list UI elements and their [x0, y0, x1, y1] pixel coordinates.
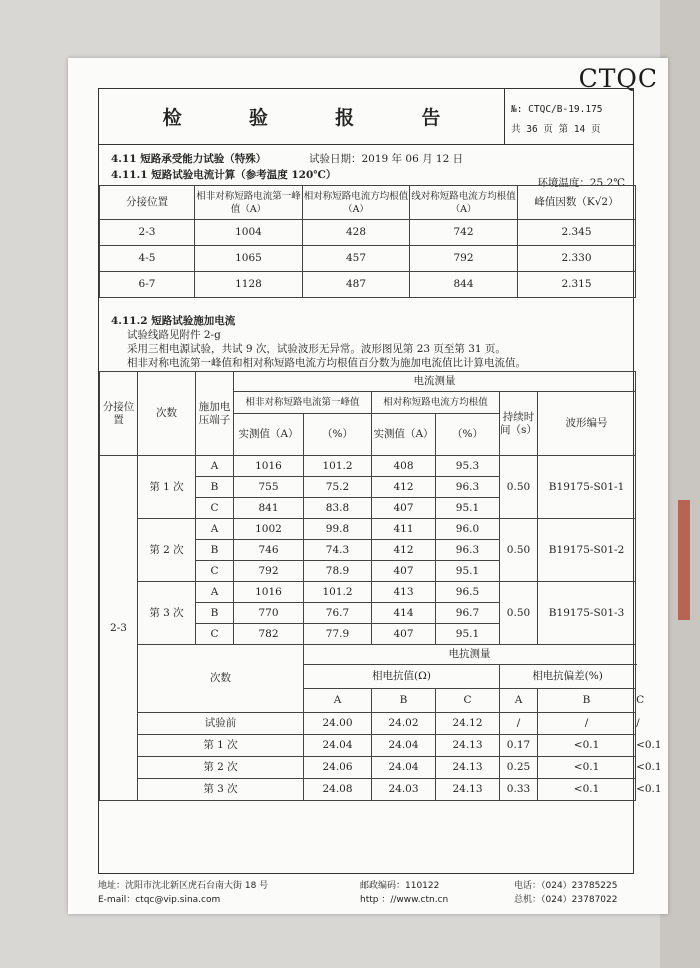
table-cell: C	[196, 561, 234, 582]
table-cell: A	[196, 519, 234, 540]
footer-postcode: 邮政编码：110122	[360, 881, 440, 891]
table-cell: 0.33	[500, 779, 538, 801]
table-cell: 101.2	[304, 582, 372, 603]
peak-current-header: 相非对称短路电流第一峰值	[234, 392, 372, 414]
table-row: 第 1 次 24.04 24.04 24.13 0.17 <0.1 <0.1	[100, 735, 636, 757]
table-cell: 1016	[234, 456, 304, 477]
phase-header: B	[538, 689, 636, 713]
table-cell: 第 1 次	[138, 735, 304, 757]
table-cell: 78.9	[304, 561, 372, 582]
table-cell: 96.3	[436, 540, 500, 561]
title-char: 报	[335, 107, 355, 129]
table-header: 峰值因数（K√2）	[518, 186, 636, 220]
table-row	[100, 220, 636, 246]
table-cell: C	[196, 498, 234, 519]
report-header	[99, 89, 633, 145]
table-cell: 99.8	[304, 519, 372, 540]
table-cell: 96.3	[436, 477, 500, 498]
table-cell: 6-7	[100, 272, 195, 298]
table-cell: 第 3 次	[138, 779, 304, 801]
table-cell: 24.00	[304, 713, 372, 735]
table-cell: 24.13	[436, 735, 500, 757]
footer-main-phone: 总机：（024）23787022	[514, 895, 618, 905]
percent-header: （%）	[436, 414, 500, 456]
ambient-temperature: 环境温度：25.2℃	[537, 177, 625, 189]
title-char: 检	[162, 107, 182, 129]
table-cell: 792	[234, 561, 304, 582]
table-cell: 1016	[234, 582, 304, 603]
duration-header: 持续时间（s）	[500, 392, 538, 456]
attempt-label: 第 3 次	[138, 582, 196, 645]
section-heading: 4.11.2 短路试验施加电流	[111, 315, 236, 327]
table-cell: 407	[372, 624, 436, 645]
reactance-deviation-header: 相电抗偏差(%)	[500, 665, 636, 689]
report-page	[68, 58, 668, 914]
attempt-label: 第 2 次	[138, 519, 196, 582]
table-cell: 96.7	[436, 603, 500, 624]
table-cell: B	[196, 603, 234, 624]
table-cell: 95.1	[436, 624, 500, 645]
phase-header: B	[372, 689, 436, 713]
table-cell: 24.03	[372, 779, 436, 801]
phase-header: A	[500, 689, 538, 713]
table-cell: 2.315	[518, 272, 636, 298]
table-row	[100, 456, 636, 477]
table-cell: 755	[234, 477, 304, 498]
waveform-cell: B19175-S01-2	[538, 519, 636, 582]
table-row: 试验前 24.00 24.02 24.12 / / /	[100, 713, 636, 735]
table-cell: 0.25	[500, 757, 538, 779]
table-cell: 841	[234, 498, 304, 519]
table-cell: <0.1	[538, 779, 636, 801]
reactance-value-header: 相电抗值(Ω)	[304, 665, 500, 689]
table-cell: 2-3	[100, 220, 195, 246]
tap-position-cell: 2-3	[100, 456, 138, 801]
title-char: 告	[421, 107, 441, 129]
reactance-count-header: 次数	[138, 645, 304, 713]
table-cell: 24.04	[304, 735, 372, 757]
table-cell: /	[538, 713, 636, 735]
table-cell: 407	[372, 498, 436, 519]
table-cell: <0.1	[538, 735, 636, 757]
percent-note: 相非对称电流第一峰值和相对称短路电流方均根值百分数为施加电流值比计算电流值。	[127, 357, 526, 369]
applied-current-table: 分接位置 次数 施加电压端子 电流测量 相非对称短路电流第一峰值 相对称短路电流方均根值 持续时间（s） 波形编号 实测值（A） （%） 实测值（A） （%） 2-3 第 1 次 A 1016 101.2 408 95.3 0.50 B19175-S01-1 B 755 75.2 412 96.3 C 841 83.8 407 95.1 第 2 次 A 1002 99.8 411 96.0 0.50 B19175-S01-2 B 746 74.3 412 96.3 C 792 78.9 407 95.1 第 3 次 A 1016 101.2 413 96.5 0.50 B19175-S01-3 B 770 76.7 414 96.7 C 782 77.9 407 95.1 次数 电抗测量 相电抗值(Ω) 相电抗偏差(%) A B C A B C 试验前 24.00 24.02 24.12 / / / 第 1 次 24.04 24.04 24.13 0.17 <0.1 <0.1 第 2 次 24.06 24.04 24.13 0.25 <0.1 <0.1 第 3 次 24.08 24.03 24.13 0.33 <0.1 <0.1	[99, 371, 636, 801]
table-cell: 770	[234, 603, 304, 624]
table-row	[100, 582, 636, 603]
table-cell: 0.17	[500, 735, 538, 757]
table-cell: 101.2	[304, 456, 372, 477]
voltage-terminal-header: 施加电压端子	[196, 372, 234, 456]
table-cell: 2.345	[518, 220, 636, 246]
table-cell: 407	[372, 561, 436, 582]
table-cell: 408	[372, 456, 436, 477]
table-cell: 83.8	[304, 498, 372, 519]
percent-header: （%）	[304, 414, 372, 456]
table-cell: 24.04	[372, 757, 436, 779]
footer-website: http ：//www.ctn.cn	[360, 895, 449, 905]
table-header: 分接位置	[100, 186, 195, 220]
table-cell: 24.08	[304, 779, 372, 801]
table-cell: 742	[410, 220, 518, 246]
table-cell: 24.02	[372, 713, 436, 735]
table-cell: 77.9	[304, 624, 372, 645]
page-count: 共 36 页 第 14 页	[511, 124, 601, 135]
footer-email: E-mail：ctqc@vip.sina.com	[98, 895, 221, 905]
table-cell: 24.13	[436, 757, 500, 779]
table-cell: 4-5	[100, 246, 195, 272]
table-cell: A	[196, 582, 234, 603]
table-row	[100, 246, 636, 272]
waveform-cell: B19175-S01-1	[538, 456, 636, 519]
phase-header: A	[304, 689, 372, 713]
tap-position-header: 分接位置	[100, 372, 138, 456]
table-cell: 1128	[195, 272, 303, 298]
table-cell: B	[196, 477, 234, 498]
measured-header: 实测值（A）	[372, 414, 436, 456]
table-cell: A	[196, 456, 234, 477]
title-char: 验	[248, 107, 268, 129]
table-cell: 24.04	[372, 735, 436, 757]
table-cell: 1002	[234, 519, 304, 540]
test-date: 试验日期：2019 年 06 月 12 日	[309, 153, 464, 165]
table-cell: B	[196, 540, 234, 561]
table-cell: 412	[372, 540, 436, 561]
report-frame	[98, 88, 662, 874]
table-cell: 414	[372, 603, 436, 624]
circuit-note: 试验线路见附件 2-g	[127, 329, 221, 341]
table-cell: 96.0	[436, 519, 500, 540]
table-cell: 24.06	[304, 757, 372, 779]
table-cell: 411	[372, 519, 436, 540]
table-cell: 76.7	[304, 603, 372, 624]
report-info	[504, 89, 635, 144]
current-calculation-table	[99, 185, 636, 298]
table-cell: 428	[303, 220, 410, 246]
table-cell: 1004	[195, 220, 303, 246]
table-cell: 95.3	[436, 456, 500, 477]
duration-cell: 0.50	[500, 456, 538, 519]
test-note: 采用三相电源试验，共试 9 次，试验波形无异常。波形图见第 23 页至第 31 页。	[127, 343, 506, 355]
table-cell: C	[196, 624, 234, 645]
table-row: 第 2 次 24.06 24.04 24.13 0.25 <0.1 <0.1	[100, 757, 636, 779]
table-cell: 746	[234, 540, 304, 561]
table-cell: 24.13	[436, 779, 500, 801]
table-cell: 2.330	[518, 246, 636, 272]
table-cell: 第 2 次	[138, 757, 304, 779]
table-header: 相对称短路电流方均根值（A）	[303, 186, 410, 220]
footer-address: 地址：沈阳市沈北新区虎石台南大街 18 号	[98, 881, 269, 891]
table-cell: 412	[372, 477, 436, 498]
table-row	[100, 272, 636, 298]
table-cell: <0.1	[538, 757, 636, 779]
table-header: 线对称短路电流方均根值（A）	[410, 186, 518, 220]
table-cell: 844	[410, 272, 518, 298]
report-title	[99, 89, 504, 144]
red-page-edge	[678, 500, 690, 620]
measured-header: 实测值（A）	[234, 414, 304, 456]
table-row	[100, 519, 636, 540]
table-cell: 试验前	[138, 713, 304, 735]
table-cell: 75.2	[304, 477, 372, 498]
count-header: 次数	[138, 372, 196, 456]
duration-cell: 0.50	[500, 519, 538, 582]
current-measurement-header: 电流测量	[234, 372, 636, 392]
table-cell: 96.5	[436, 582, 500, 603]
table-header: 相非对称短路电流第一峰值（A）	[195, 186, 303, 220]
table-cell: 95.1	[436, 498, 500, 519]
table-cell: 413	[372, 582, 436, 603]
table-cell: 95.1	[436, 561, 500, 582]
ctqc-logo: CTQC	[578, 64, 658, 93]
reactance-measurement-header: 电抗测量	[304, 645, 636, 665]
section-heading: 4.11 短路承受能力试验（特殊）	[111, 153, 267, 165]
table-cell: 74.3	[304, 540, 372, 561]
duration-cell: 0.50	[500, 582, 538, 645]
table-cell: 782	[234, 624, 304, 645]
table-cell: /	[500, 713, 538, 735]
waveform-header: 波形编号	[538, 392, 636, 456]
table-row: 第 3 次 24.08 24.03 24.13 0.33 <0.1 <0.1	[100, 779, 636, 801]
rms-current-header: 相对称短路电流方均根值	[372, 392, 500, 414]
table-cell: 24.12	[436, 713, 500, 735]
table-cell: 792	[410, 246, 518, 272]
table-cell: 1065	[195, 246, 303, 272]
sub-heading: 4.11.1 短路试验电流计算（参考温度 120℃）	[111, 169, 337, 181]
attempt-label: 第 1 次	[138, 456, 196, 519]
table-cell: 487	[303, 272, 410, 298]
report-number: №: CTQC/B-19.175	[511, 104, 603, 115]
phase-header: C	[436, 689, 500, 713]
waveform-cell: B19175-S01-3	[538, 582, 636, 645]
footer-phone: 电话：（024）23785225	[514, 881, 618, 891]
table-cell: 457	[303, 246, 410, 272]
